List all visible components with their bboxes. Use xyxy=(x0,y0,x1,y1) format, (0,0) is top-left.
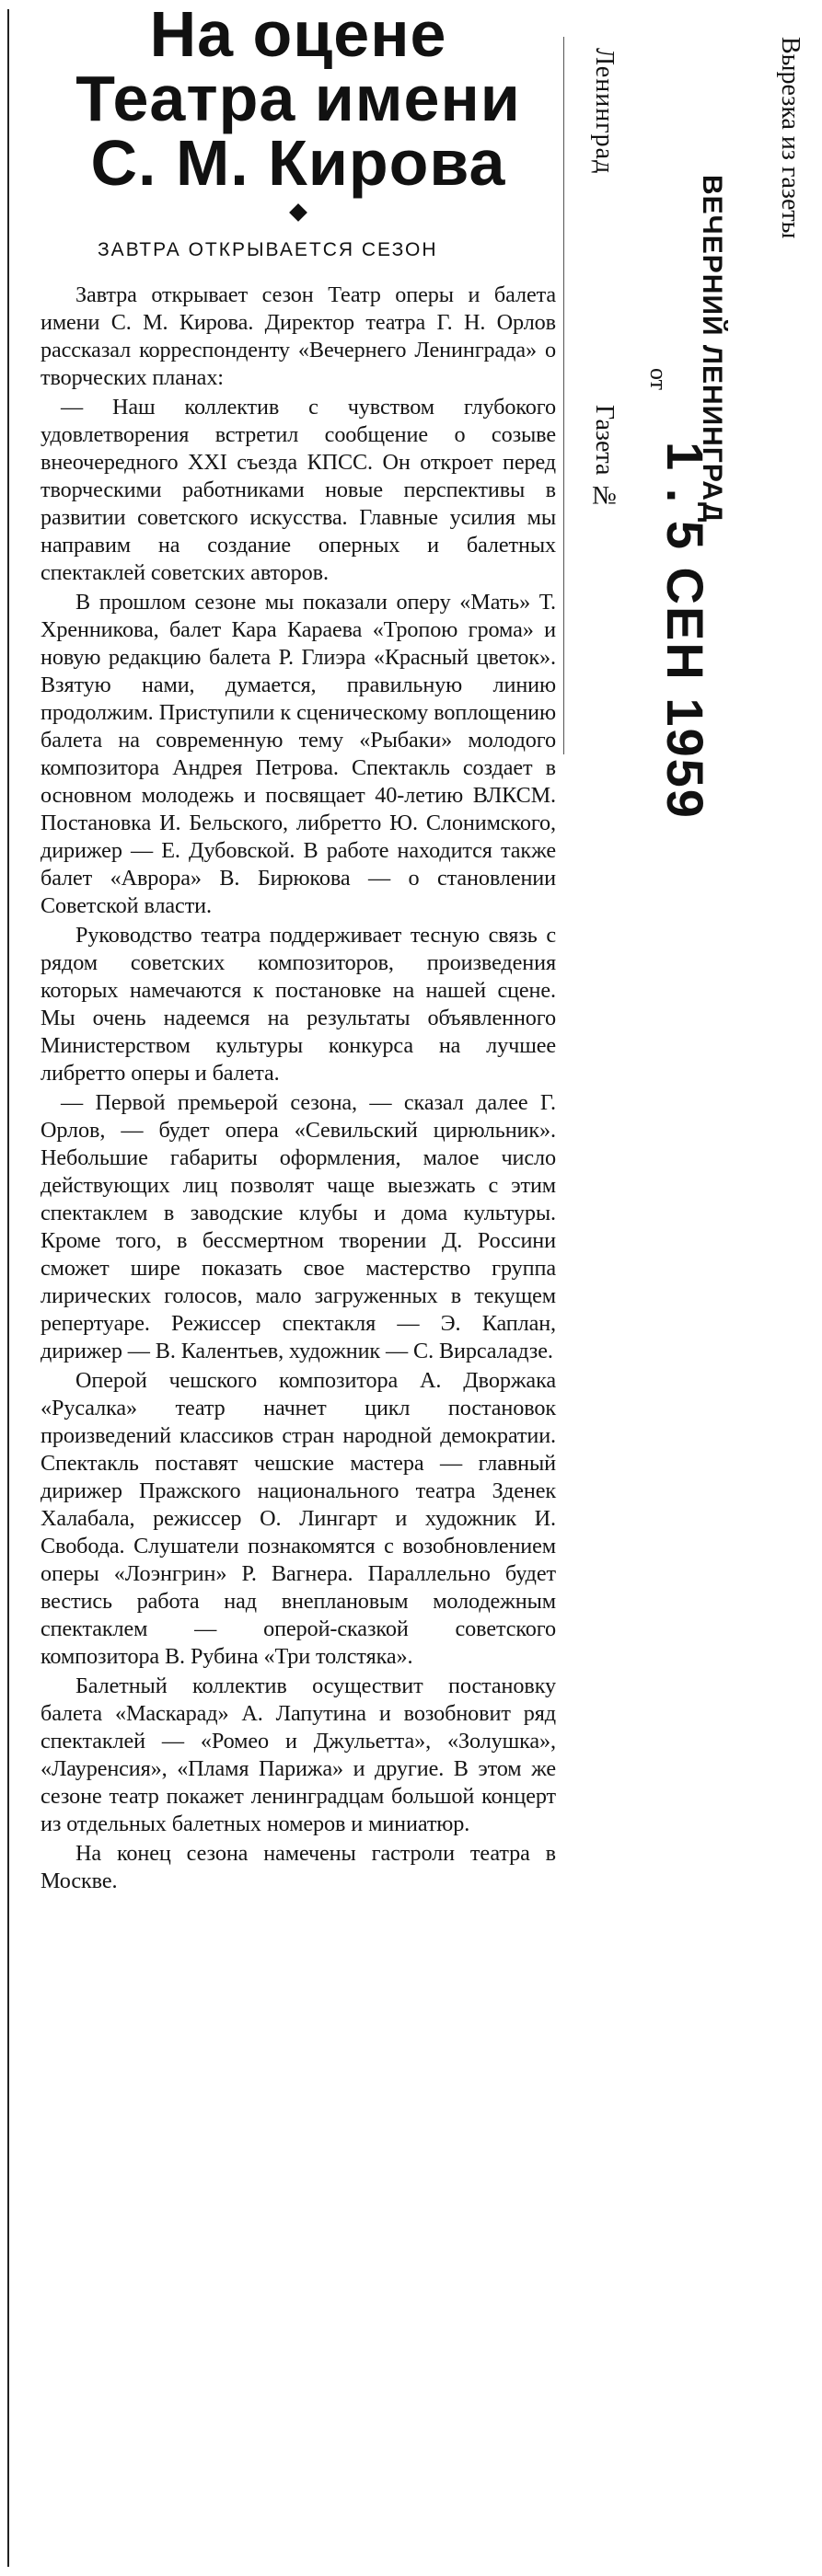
headline-line-1: На оцене xyxy=(149,0,447,70)
headline-line-3: С. М. Кирова xyxy=(90,127,506,199)
paragraph-2: — Наш коллектив с чувством глубокого удовлетворения встретил сообщение о созыве внеочередного XXI съезда КПСС. Он откроет перед творческими работниками новые перспективы в развитии советского искусства. Главные усилия мы направим на создание оперных и балетных спектаклей советских авторов. xyxy=(41,395,556,585)
paragraph-6: Оперой чешского композитора А. Дворжака «Русалка» театр начнет цикл постановок произведений классиков стран народной демократии. Спектакль поставят чешские мастера — главный дирижер Пражского национального театра Зденек Халабала, режиссер О. Лингарт и художник И. Свобода. Слушатели познакомятся с возобновлением оперы «Лоэнгрин» Р. Вагнера. Параллельно будет вестись работа над внеплановым молодежным спектаклем — оперой-сказкой советского композитора В. Рубина «Три толстяка». xyxy=(41,1368,556,1669)
article-body xyxy=(41,282,556,1895)
subheading: ЗАВТРА ОТКРЫВАЕТСЯ СЕЗОН xyxy=(98,239,438,260)
paragraph-3: В прошлом сезоне мы показали оперу «Мать» Т. Хренникова, балет Кара Караева «Тропою грома» и новую редакцию балета Р. Глиэра «Красный цветок». Взятую нами, думается, правильную линию продолжим. Приступили к сценическому воплощению балета на современную тему «Рыбаки» молодого композитора Андрея Петрова. Спектакль создает в основном молодежь и посвящает 40-летию ВЛКСМ. Постановка И. Бельского, либретто Ю. Слонимского, дирижер — Е. Дубовской. В работе находится также балет «Аврора» В. Бирюкова — о становлении Советской власти. xyxy=(41,590,556,918)
paragraph-1: Завтра открывает сезон Театр оперы и балета имени С. М. Кирова. Директор театра Г. Н. Орлов рассказал корреспонденту «Вечернего Ленинграда» о творческих планах: xyxy=(41,282,556,390)
paragraph-8: На конец сезона намечены гастроли театра в Москве. xyxy=(41,1841,556,1893)
diamond-ornament-icon xyxy=(289,203,307,222)
date-stamp: 1 . 5 СЕН 1959 xyxy=(656,442,714,820)
column-divider xyxy=(563,37,564,754)
date-prefix: от xyxy=(645,368,672,391)
paragraph-5: — Первой премьерой сезона, — сказал далее Г. Орлов, — будет опера «Севильский цирюльник». Небольшие габариты оформления, малое число действующих лиц позволят чаще выезжать с этим спектаклем в заводские клубы и дома культуры. Кроме того, в бессмертном творении Д. Россини сможет шире показать свое мастерство группа лирических голосов, мало загруженных в текущем репертуаре. Режиссер спектакля — Э. Каплан, дирижер — В. Калентьев, художник — С. Вирсаладзе. xyxy=(41,1090,556,1363)
newspaper-name-stamp: ВЕЧЕРНИЙ ЛЕНИНГРАД xyxy=(697,175,727,523)
city-label: Ленинград xyxy=(590,48,619,175)
issue-label: Газета № xyxy=(590,405,619,511)
left-border-rule xyxy=(7,9,9,2567)
headline xyxy=(41,0,556,199)
paragraph-4: Руководство театра поддерживает тесную связь с рядом советских композиторов, произведения которых намечаются к постановке на нашей сцене. Мы очень надеемся на результаты объявленного Министерством культуры конкурса на лучшее либретто оперы и балета. xyxy=(41,923,556,1086)
headline-line-2: Театра имени xyxy=(75,63,521,134)
clipping-caption: Вырезка из газеты xyxy=(776,37,805,239)
paragraph-7: Балетный коллектив осуществит постановку балета «Маскарад» А. Лапутина и возобновит ряд спектаклей — «Ромео и Джульетта», «Золушка», «Лауренсия», «Пламя Парижа» и другие. В этом же сезоне театр покажет ленинградцам большой концерт из отдельных балетных номеров и миниатюр. xyxy=(41,1673,556,1836)
article xyxy=(41,0,556,1897)
